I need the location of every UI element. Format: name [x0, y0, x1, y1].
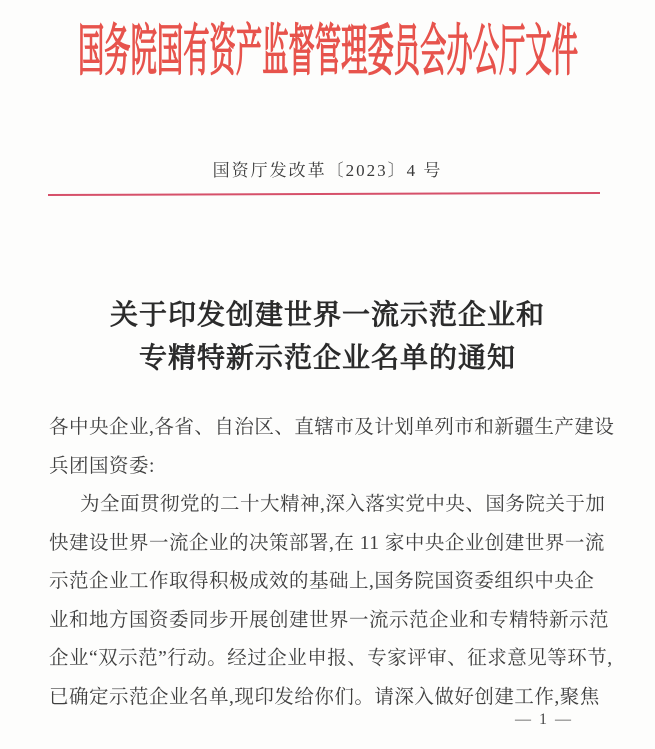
body-paragraph-line-5: 企业“双示范”行动。经过企业申报、专家评审、征求意见等环节, [49, 648, 613, 669]
document-number: 国资厅发改革〔2023〕4 号 [212, 161, 443, 180]
body-paragraph-line-4: 业和地方国资委同步开展创建世界一流示范企业和专精特新示范 [49, 609, 610, 631]
body-paragraph-line-6: 已确定示范企业名单,现印发给你们。请深入做好创建工作,聚焦 [49, 686, 600, 708]
issuer-banner [0, 21, 655, 83]
header-divider-rule [48, 192, 600, 196]
addressee-line-2: 兵团国资委: [49, 455, 155, 477]
body-paragraph-line-1: 为全面贯彻党的二十大精神,深入落实党中央、国务院关于加 [80, 494, 606, 515]
addressee-line-1: 各中央企业,各省、自治区、直辖市及计划单列市和新疆生产建设 [49, 417, 615, 438]
document-body [49, 409, 615, 717]
document-title [0, 294, 655, 380]
body-paragraph-line-2: 快建设世界一流企业的决策部署,在 11 家中央企业创建世界一流 [49, 532, 605, 554]
page-number: — 1 — [515, 711, 573, 728]
document-title-line2: 专精特新示范企业名单的通知 [138, 343, 516, 374]
body-paragraph-line-3: 示范企业工作取得积极成效的基础上,国务院国资委组织中央企 [49, 571, 595, 592]
document-title-line1: 关于印发创建世界一流示范企业和 [109, 300, 545, 331]
issuer-banner-text: 国务院国有资产监督管理委员会办公厅文件 [77, 21, 578, 83]
